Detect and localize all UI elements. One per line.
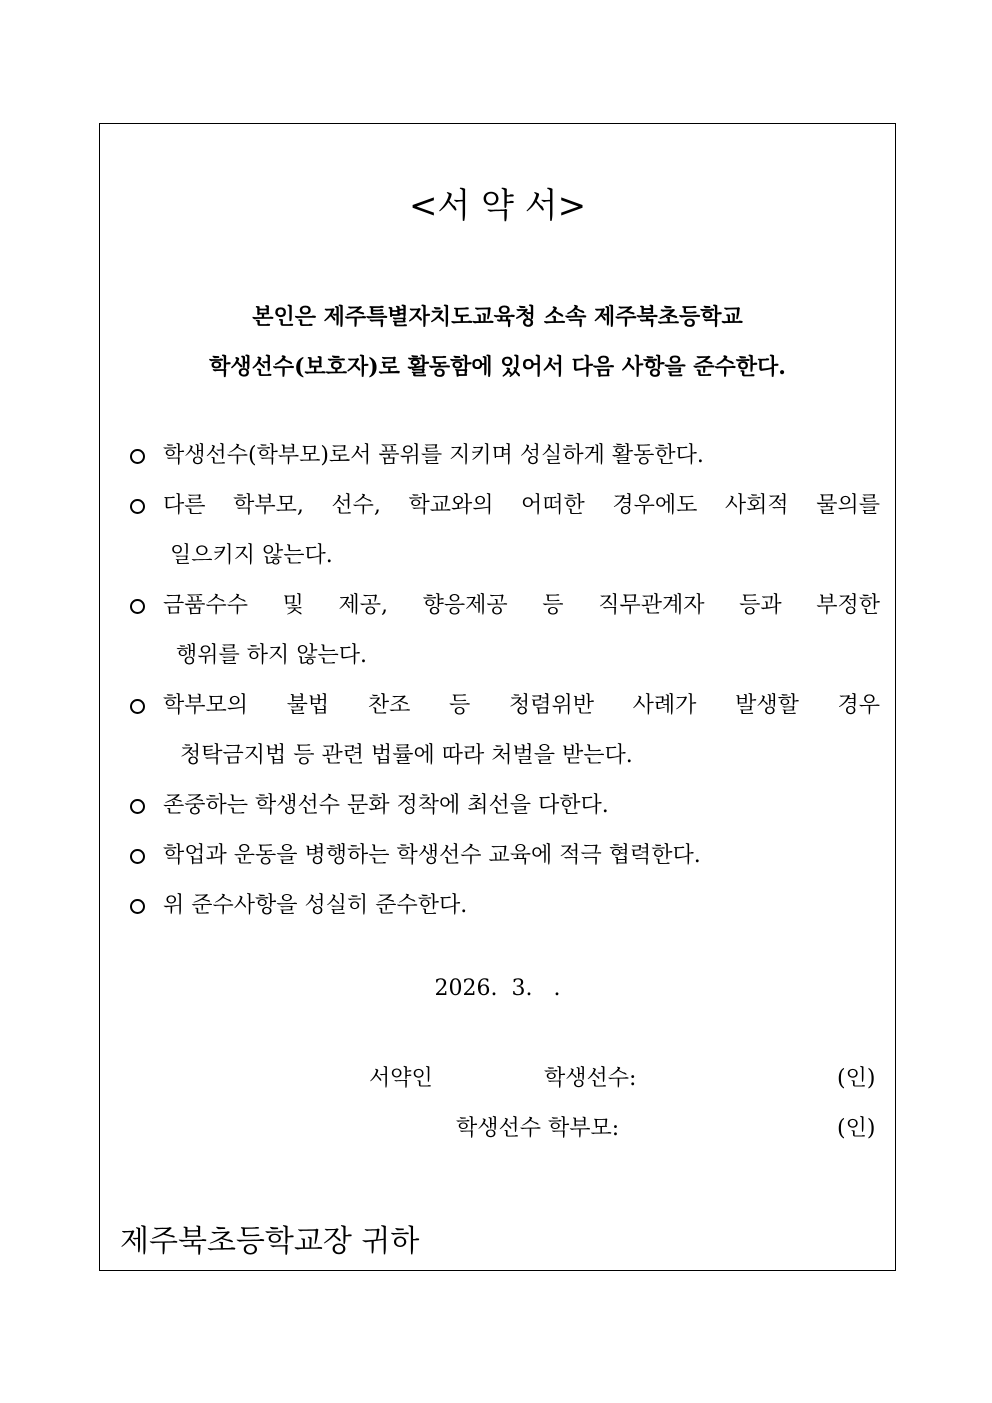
pledge-item-6	[130, 831, 880, 881]
document-title: <서 약 서>	[408, 186, 587, 226]
pledge-item-continuation: 행위를 하지 않는다.	[176, 643, 367, 668]
circle-bullet-icon	[130, 799, 145, 814]
pledge-item-text: 다른 학부모, 선수, 학교와의 어떠한 경우에도 사회적 물의를	[163, 493, 880, 518]
pledge-item-continuation: 청탁금지법 등 관련 법률에 따라 처벌을 받는다.	[180, 743, 633, 768]
pledge-item-1	[130, 431, 880, 481]
parent-seal-mark: (인)	[837, 1116, 876, 1141]
circle-bullet-icon	[130, 699, 145, 714]
pledge-item-4	[130, 681, 880, 781]
circle-bullet-icon	[130, 599, 145, 614]
pledge-item-7	[130, 881, 880, 931]
student-signature-label: 학생선수:	[544, 1066, 637, 1091]
intro-line-1: 본인은 제주특별자치도교육청 소속 제주북초등학교	[252, 304, 743, 330]
pledger-label: 서약인	[369, 1066, 433, 1091]
pledge-item-continuation: 일으키지 않는다.	[170, 543, 333, 568]
pledge-item-text: 금품수수 및 제공, 향응제공 등 직무관계자 등과 부정한	[163, 593, 880, 618]
pledge-item-text: 위 준수사항을 성실히 준수한다.	[163, 893, 468, 918]
addressee: 제주북초등학교장 귀하	[120, 1224, 420, 1259]
pledge-item-3	[130, 581, 880, 681]
parent-signature-label: 학생선수 학부모:	[456, 1116, 620, 1141]
pledge-item-text: 존중하는 학생선수 문화 정착에 최선을 다한다.	[163, 793, 609, 818]
pledge-item-2	[130, 481, 880, 581]
student-seal-mark: (인)	[837, 1066, 876, 1091]
pledge-item-text: 학생선수(학부모)로서 품위를 지키며 성실하게 활동한다.	[163, 443, 704, 468]
pledge-item-5	[130, 781, 880, 831]
circle-bullet-icon	[130, 499, 145, 514]
pledge-date: 2026. 3. .	[434, 976, 561, 1001]
circle-bullet-icon	[130, 899, 145, 914]
circle-bullet-icon	[130, 849, 145, 864]
pledge-item-text: 학부모의 불법 찬조 등 청렴위반 사례가 발생할 경우	[163, 693, 880, 718]
pledge-form-frame	[99, 123, 896, 1271]
pledge-item-text: 학업과 운동을 병행하는 학생선수 교육에 적극 협력한다.	[163, 843, 701, 868]
intro-line-2: 학생선수(보호자)로 활동함에 있어서 다음 사항을 준수한다.	[209, 354, 786, 380]
circle-bullet-icon	[130, 449, 145, 464]
